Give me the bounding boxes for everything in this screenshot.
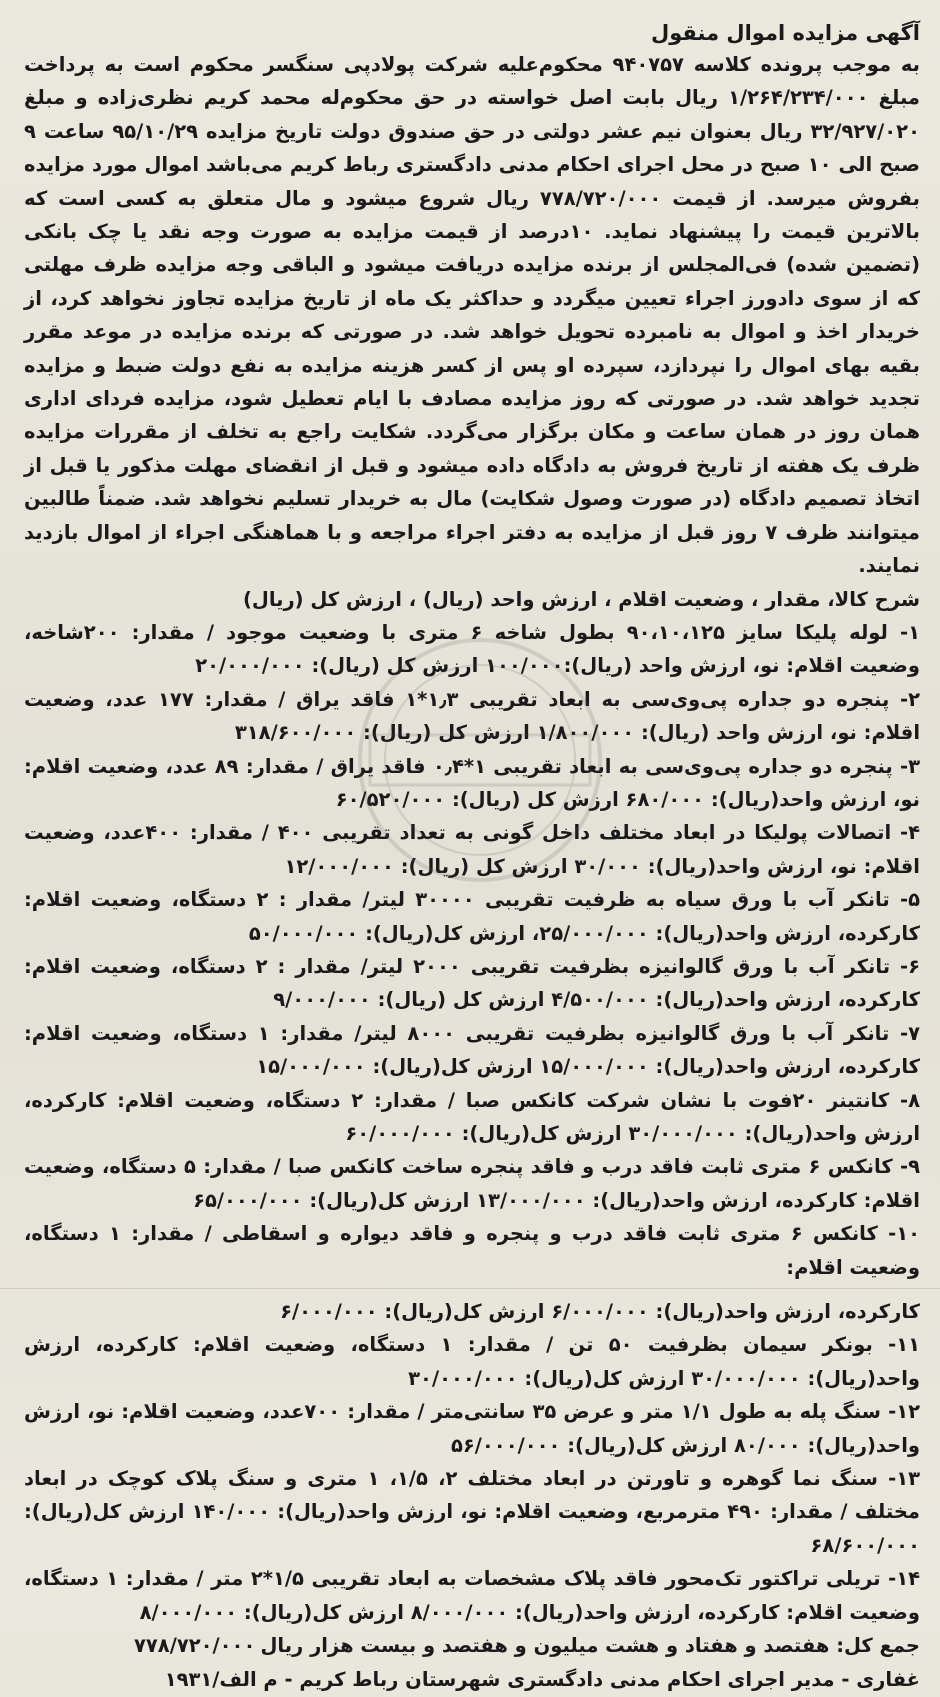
list-item: ۱۰- کانکس ۶ متری ثابت فاقد درب و پنجره و فاقد دیواره و اسقاطی / مقدار: ۱ دستگاه، وضعیت اقلام: bbox=[24, 1222, 921, 1279]
items-list-part1 bbox=[24, 616, 920, 1284]
list-item: ۷- تانکر آب با ورق گالوانیزه بظرفیت تقریبی ۸۰۰۰ لیتر/ مقدار: ۱ دستگاه، وضعیت اقلام: کارکرده، ارزش واحد(ریال): ۱۵/۰۰۰/۰۰۰ ارزش کل(ریال): ۱۵/۰۰۰/۰۰۰ bbox=[24, 1021, 920, 1079]
list-item: ۶- تانکر آب با ورق گالوانیزه بظرفیت تقریبی ۲۰۰۰ لیتر/ مقدار : ۲ دستگاه، وضعیت اقلام: کارکرده، ارزش واحد(ریال): ۴/۵۰۰/۰۰۰ ارزش کل (ریال): ۹/۰۰۰/۰۰۰ bbox=[24, 954, 921, 1012]
list-item: ۱- لوله پلیکا سایز ۹۰،۱۰،۱۲۵ بطول شاخه ۶ متری با وضعیت موجود / مقدار: ۲۰۰شاخه، وضعیت اقلام: نو، ارزش واحد (ریال):۱۰۰/۰۰۰ ارزش کل (ریال): ۲۰/۰۰۰/۰۰۰ bbox=[24, 620, 920, 678]
list-item: ۱۲- سنگ پله به طول ۱/۱ متر و عرض ۳۵ سانتی‌متر / مقدار: ۷۰۰عدد، وضعیت اقلام: نو، ارزش واحد(ریال): ۸۰/۰۰۰ ارزش کل(ریال): ۵۶/۰۰۰/۰۰۰ bbox=[24, 1400, 920, 1457]
list-item: ۱۱- بونکر سیمان بظرفیت ۵۰ تن / مقدار: ۱ دستگاه، وضعیت اقلام: کارکرده، ارزش واحد(ریال): ۳۰/۰۰۰/۰۰۰ ارزش کل(ریال): ۳۰/۰۰۰/۰۰۰ bbox=[24, 1333, 920, 1390]
scan-seam-divider bbox=[0, 1288, 940, 1289]
list-item: ۲- پنجره دو جداره پی‌وی‌سی به ابعاد تقریبی ۱٫۳*۱ فاقد یراق / مقدار: ۱۷۷ عدد، وضعیت اقلام: نو، ارزش واحد (ریال): ۱/۸۰۰/۰۰۰ ارزش کل (ریال): ۳۱۸/۶۰۰/۰۰۰ bbox=[24, 687, 921, 745]
list-item: کارکرده، ارزش واحد(ریال): ۶/۰۰۰/۰۰۰ ارزش کل(ریال): ۶/۰۰۰/۰۰۰ bbox=[280, 1300, 920, 1324]
list-item: ۳- پنجره دو جداره پی‌وی‌سی به ابعاد تقریبی ۱*۰٫۴ فاقد یراق / مقدار: ۸۹ عدد، وضعیت اقلام: نو، ارزش واحد(ریال): ۶۸۰/۰۰۰ ارزش کل (ریال): ۶۰/۵۲۰/۰۰۰ bbox=[24, 754, 920, 811]
total-label: جمع کل: هفتصد و هفتاد و هشت میلیون و هفتصد و بیست هزار ریال bbox=[260, 1634, 920, 1658]
notice-body: به موجب پرونده کلاسه ۹۴۰۷۵۷ محکوم‌علیه شرکت پولادپی سنگسر محکوم است به پرداخت مبلغ ۱/۲۶۴/۲۳۴/۰۰۰ ریال بابت اصل خواسته در حق محکوم‌له محمد کریم نظری‌زاده و مبلغ ۳۲/۹۲۷/۰۲۰ ریال بعنوان نیم عشر دولتی در حق صندوق دولت تاریخ مزایده ۹۵/۱۰/۲۹ ساعت ۹ صبح الی ۱۰ صبح در محل اجرای احکام مدنی دادگستری رباط کریم می‌باشد اموال مورد مزایده بفروش میرسد. از قیمت ۷۷۸/۷۲۰/۰۰۰ ریال شروع میشود و مال متعلق به کسی است که بالاترین قیمت را پیشنهاد نماید. ۱۰درصد از قیمت مزایده به صورت وجه نقد یا چک بانکی (تضمین شده) فی‌المجلس از برنده مزایده دریافت میشود و الباقی وجه مزایده ظرف مهلتی که از سوی دادورز اجراء تعیین میگردد و حداکثر یک ماه از تاریخ مزایده تجاوز نخواهد کرد، از خریدار اخذ و اموال به نامبرده تحویل خواهد شد. در صورتی که برنده مزایده در موعد مقرر بقیه بهای اموال را نپردازد، سپرده او پس از کسر هزینه مزایده به نفع دولت ضبط و مزایده تجدید خواهد شد. در صورتی که روز مزایده مصادف با ایام تعطیل شود، مزایده فردای اداری همان روز در همان ساعت و مکان برگزار می‌گردد. شکایت راجع به تخلف از مقررات مزایده ظرف یک هفته از تاریخ فروش به دادگاه داده میشود و قبل از انقضای مهلت مذکور یا قبل از اتخاذ تصمیم دادگاه (در صورت وصول شکایت) مال به خریدار تسلیم نخواهد شد. ضمناً طالبین میتوانند ظرف ۷ روز قبل از مزایده به دفتر اجراء مراجعه و با هماهنگی اجراء از اموال بازدید نمایند. bbox=[24, 53, 921, 578]
signature-line: غفاری - مدیر اجرای احکام مدنی دادگستری شهرستان رباط کریم - م الف/۱۹۳۱ bbox=[164, 1668, 920, 1692]
total-line bbox=[24, 1629, 920, 1663]
notice-title: آگهی مزایده اموال منقول bbox=[651, 21, 920, 45]
list-item: ۴- اتصالات پولیکا در ابعاد مختلف داخل گونی به تعداد تقریبی ۴۰۰ / مقدار: ۴۰۰عدد، وضعیت اقلام: نو، ارزش واحد(ریال): ۳۰/۰۰۰ ارزش کل (ریال): ۱۲/۰۰۰/۰۰۰ bbox=[24, 821, 920, 878]
list-item: ۵- تانکر آب با ورق سیاه به ظرفیت تقریبی ۳۰۰۰۰ لیتر/ مقدار : ۲ دستگاه، وضعیت اقلام: کارکرده، ارزش واحد(ریال): ۲۵/۰۰۰/۰۰۰، ارزش کل(ریال): ۵۰/۰۰۰/۰۰۰ bbox=[24, 888, 920, 945]
list-item: ۱۳- سنگ نما گوهره و تاورتن در ابعاد مختلف ۲، ۱/۵، ۱ متری و سنگ پلاک کوچک در ابعاد مختلف / مقدار: ۴۹۰ مترمربع، وضعیت اقلام: نو، ارزش واحد(ریال): ۱۴۰/۰۰۰ ارزش کل(ریال): ۶۸/۶۰۰/۰۰۰ bbox=[24, 1467, 920, 1557]
total-amount: ۷۷۸/۷۲۰/۰۰۰ bbox=[134, 1634, 256, 1658]
list-item: ۱۴- تریلی تراکتور تک‌محور فاقد پلاک مشخصات به ابعاد تقریبی ۱/۵*۲ متر / مقدار: ۱ دستگاه، وضعیت اقلام: کارکرده، ارزش واحد(ریال): ۸/۰۰۰/۰۰۰ ارزش کل(ریال): ۸/۰۰۰/۰۰۰ bbox=[24, 1567, 920, 1624]
items-list-part2 bbox=[24, 1295, 920, 1629]
columns-header: شرح کالا، مقدار ، وضعیت اقلام ، ارزش واحد (ریال) ، ارزش کل (ریال) bbox=[242, 587, 920, 611]
list-item: ۹- کانکس ۶ متری ثابت فاقد درب و فاقد پنجره ساخت کانکس صبا / مقدار: ۵ دستگاه، وضعیت اقلام: کارکرده، ارزش واحد(ریال): ۱۳/۰۰۰/۰۰۰ ارزش کل(ریال): ۶۵/۰۰۰/۰۰۰ bbox=[24, 1155, 921, 1212]
list-item: ۸- کانتینر ۲۰فوت با نشان شرکت کانکس صبا / مقدار: ۲ دستگاه، وضعیت اقلام: کارکرده، ارزش واحد(ریال): ۳۰/۰۰۰/۰۰۰ ارزش کل(ریال): ۶۰/۰۰۰/۰۰۰ bbox=[24, 1088, 920, 1145]
